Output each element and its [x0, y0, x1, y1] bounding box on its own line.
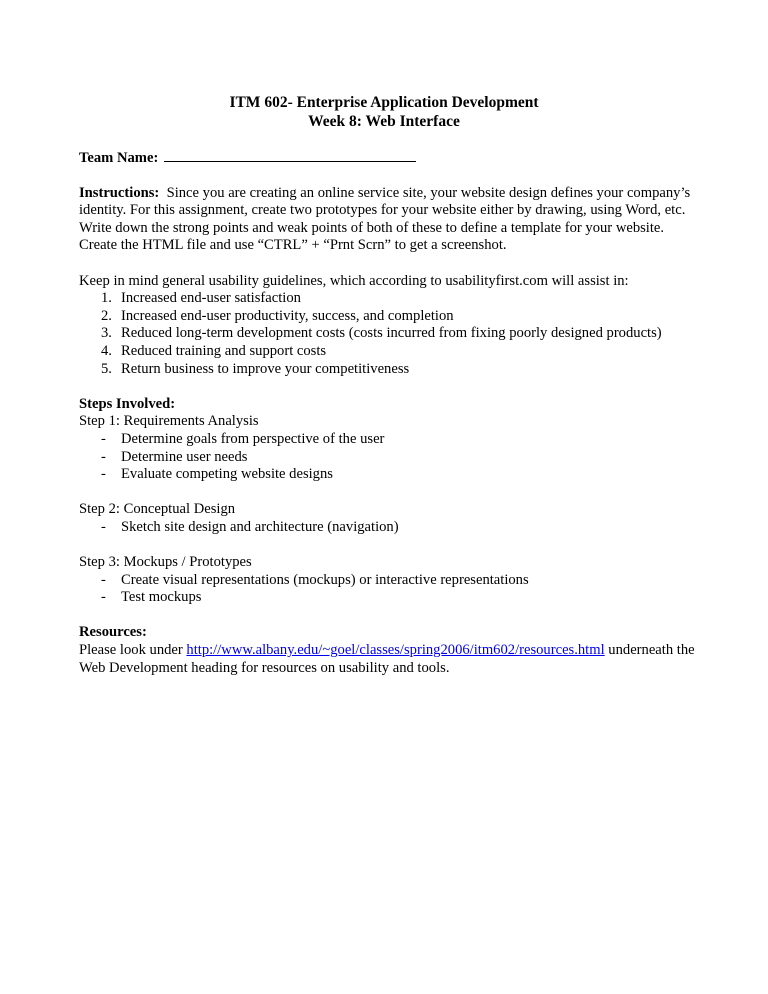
- resources-heading: Resources:: [79, 624, 147, 641]
- steps-heading: Steps Involved:: [79, 395, 176, 412]
- usability-item-text: Return business to improve your competitiveness: [121, 360, 410, 377]
- step-3-item: [79, 589, 699, 607]
- usability-intro: Keep in mind general usability guidelines, which according to usabilityfirst.com will assist in:: [79, 272, 629, 289]
- team-name-line: [79, 147, 699, 168]
- resources-link[interactable]: http://www.albany.edu/~goel/classes/spring2006/itm602/resources.html: [186, 642, 605, 659]
- dash-bullet: -: [101, 466, 106, 483]
- step-2-block: [79, 501, 699, 536]
- usability-item-text: Increased end-user productivity, success, and completion: [121, 307, 454, 324]
- step-1-block: [79, 413, 699, 483]
- instructions-text: Since you are creating an online service site, your website design defines your company’s identity. For this assignment, create two prototypes for your website either by drawing, using Word, etc. Write down the strong points and weak points of both of these to define a template for your website. Create the HTML file and use “CTRL” + “Prnt Scrn” to get a screenshot.: [79, 184, 691, 254]
- step-3-list: [79, 572, 699, 607]
- step-1-item: [79, 431, 699, 449]
- step-1-item-text: Determine user needs: [121, 448, 248, 465]
- dash-bullet: -: [101, 589, 106, 606]
- team-name-label: Team Name:: [79, 150, 159, 166]
- dash-bullet: -: [101, 430, 106, 447]
- step-2-item-text: Sketch site design and architecture (navigation): [121, 518, 399, 535]
- usability-list: [79, 290, 699, 378]
- usability-item-number: 1.: [101, 290, 112, 307]
- document-title: [0, 93, 768, 131]
- team-name-blank: [164, 147, 416, 162]
- step-3-item-text: Create visual representations (mockups) or interactive representations: [121, 571, 529, 588]
- dash-bullet: -: [101, 518, 106, 535]
- usability-item-text: Reduced long-term development costs (costs incurred from fixing poorly designed products): [121, 325, 662, 342]
- step-1-title: Step 1: Requirements Analysis: [79, 413, 259, 430]
- step-3-item: [79, 572, 699, 590]
- usability-item-number: 5.: [101, 360, 112, 377]
- step-3-item-text: Test mockups: [121, 589, 202, 606]
- step-2-list: [79, 519, 699, 537]
- title-line-1: ITM 602- Enterprise Application Development: [229, 94, 539, 111]
- step-3-title: Step 3: Mockups / Prototypes: [79, 554, 252, 571]
- usability-item: [79, 361, 699, 379]
- step-1-item-text: Determine goals from perspective of the user: [121, 430, 385, 447]
- document-body: [79, 147, 699, 677]
- usability-item-number: 2.: [101, 307, 112, 324]
- usability-item-text: Increased end-user satisfaction: [121, 290, 301, 307]
- step-1-item: [79, 466, 699, 484]
- resources-suffix: underneath the Web Development heading for resources on usability and tools.: [79, 642, 695, 676]
- usability-item: [79, 325, 699, 343]
- usability-item: [79, 308, 699, 326]
- instructions-label: Instructions:: [79, 184, 160, 201]
- resources-prefix: Please look under: [79, 642, 183, 659]
- usability-item-number: 4.: [101, 342, 112, 359]
- usability-item-text: Reduced training and support costs: [121, 342, 327, 359]
- usability-item-number: 3.: [101, 325, 112, 342]
- usability-item: [79, 290, 699, 308]
- usability-item: [79, 343, 699, 361]
- instructions-paragraph: [79, 185, 699, 255]
- resources-paragraph: [79, 642, 699, 677]
- title-line-2: Week 8: Web Interface: [308, 113, 460, 130]
- step-2-item: [79, 519, 699, 537]
- step-2-title: Step 2: Conceptual Design: [79, 501, 236, 518]
- step-1-item: [79, 449, 699, 467]
- step-1-item-text: Evaluate competing website designs: [121, 466, 333, 483]
- dash-bullet: -: [101, 448, 106, 465]
- step-1-list: [79, 431, 699, 484]
- dash-bullet: -: [101, 571, 106, 588]
- step-3-block: [79, 554, 699, 607]
